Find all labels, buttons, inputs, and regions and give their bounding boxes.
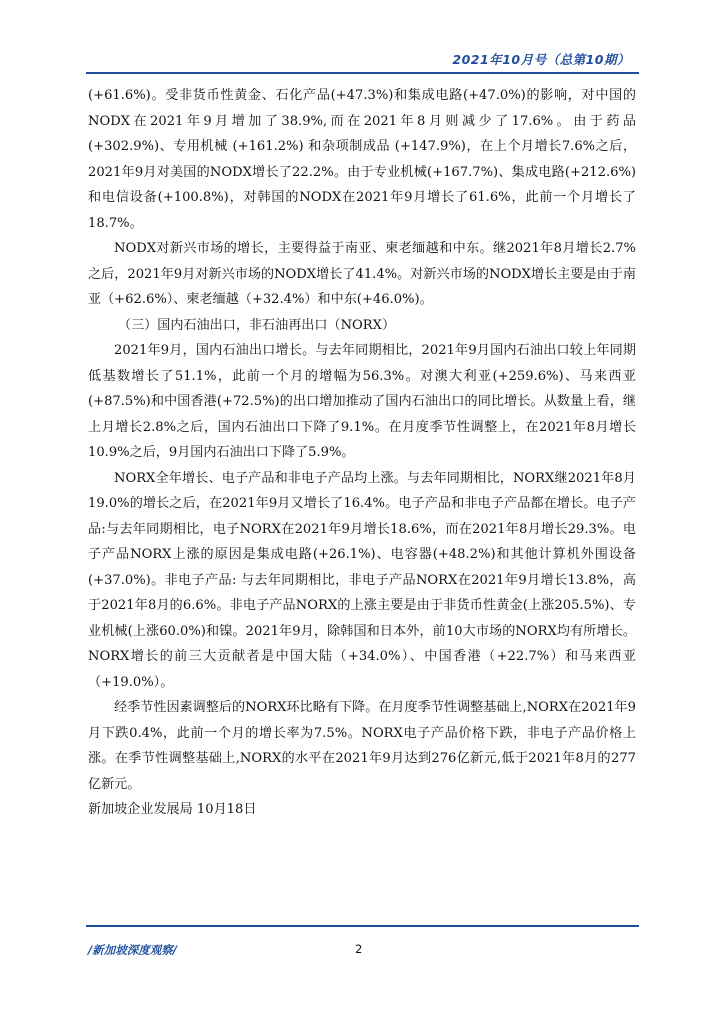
footer-divider: [86, 925, 639, 927]
paragraph-emerging-markets: NODX对新兴市场的增长，主要得益于南亚、柬老缅越和中东。继2021年8月增长2.7%之后，2021年9月对新兴市场的NODX增长了41.4%。对新兴市场的NODX增长主要是由于南亚（+62.6%）、柬老缅越（+32.4%）和中东(+46.0%)。: [88, 241, 636, 307]
paragraph-korea-usa-china: (+61.6%)。受非货币性黄金、石化产品(+47.3%)和集成电路(+47.0%)的影响，对中国的NODX在2021年9月增加了38.9%,而在2021年8月则减少了17.6%。由于药品 (+302.9%)、专用机械 (+161.2%) 和杂项制成品 (+147.9%)，在上个月增长7.6%之后，2021年9月对美国的NODX增长了22.2%。由于专业机械(+167.7%)、集成电路(+212.6%)和电信设备(+100.8%)，对韩国的NODX在2021年9月增长了61.6%，此前一个月增长了18.7%。: [88, 88, 636, 231]
issue-header: 2021年10月号（总第10期）: [452, 52, 630, 67]
paragraph-norx-seasonal: 经季节性因素调整后的NORX环比略有下降。在月度季节性调整基础上,NORX在2021年9月下跌0.4%，此前一个月的增长率为7.5%。NORX电子产品价格下跌，非电子产品价格上涨。在季节性调整基础上,NORX的水平在2021年9月达到276亿新元,低于2021年8月的277亿新元。: [88, 700, 636, 792]
publication-name: /新加坡深度观察/: [88, 943, 177, 957]
signature: 新加坡企业发展局 10月18日: [88, 802, 257, 817]
article-body: [88, 83, 636, 823]
header-divider: [86, 72, 639, 74]
page-number: 2: [355, 942, 363, 956]
section-heading: （三）国内石油出口，非石油再出口（NORX）: [118, 317, 396, 333]
paragraph-domestic-oil: 2021年9月，国内石油出口增长。与去年同期相比，2021年9月国内石油出口较上年同期低基数增长了51.1%，此前一个月的增幅为56.3%。对澳大利亚(+259.6%)、马来西亚(+87.5%)和中国香港(+72.5%)的出口增加推动了国内石油出口的同比增长。从数量上看，继上月增长2.8%之后，国内石油出口下降了9.1%。在月度季节性调整上，在2021年8月增长10.9%之后，9月国内石油出口下降了5.9%。: [88, 343, 636, 460]
paragraph-norx: NORX全年增长、电子产品和非电子产品均上涨。与去年同期相比，NORX继2021年8月19.0%的增长之后，在2021年9月又增长了16.4%。电子产品和非电子产品都在增长。电子产品:与去年同期相比，电子NORX在2021年9月增长18.6%，而在2021年8月增长29.3%。电子产品NORX上涨的原因是集成电路(+26.1%)、电容器(+48.2%)和其他计算机外围设备(+37.0%)。非电子产品: 与去年同期相比，非电子产品NORX在2021年9月增长13.8%，高于2021年8月的6.6%。非电子产品NORX的上涨主要是由于非货币性黄金(上涨205.5%)、专业机械(上涨60.0%)和镍。2021年9月，除韩国和日本外，前10大市场的NORX均有所增长。NORX增长的前三大贡献者是中国大陆（+34.0%）、中国香港（+22.7%）和马来西亚（+19.0%）。: [88, 470, 636, 690]
